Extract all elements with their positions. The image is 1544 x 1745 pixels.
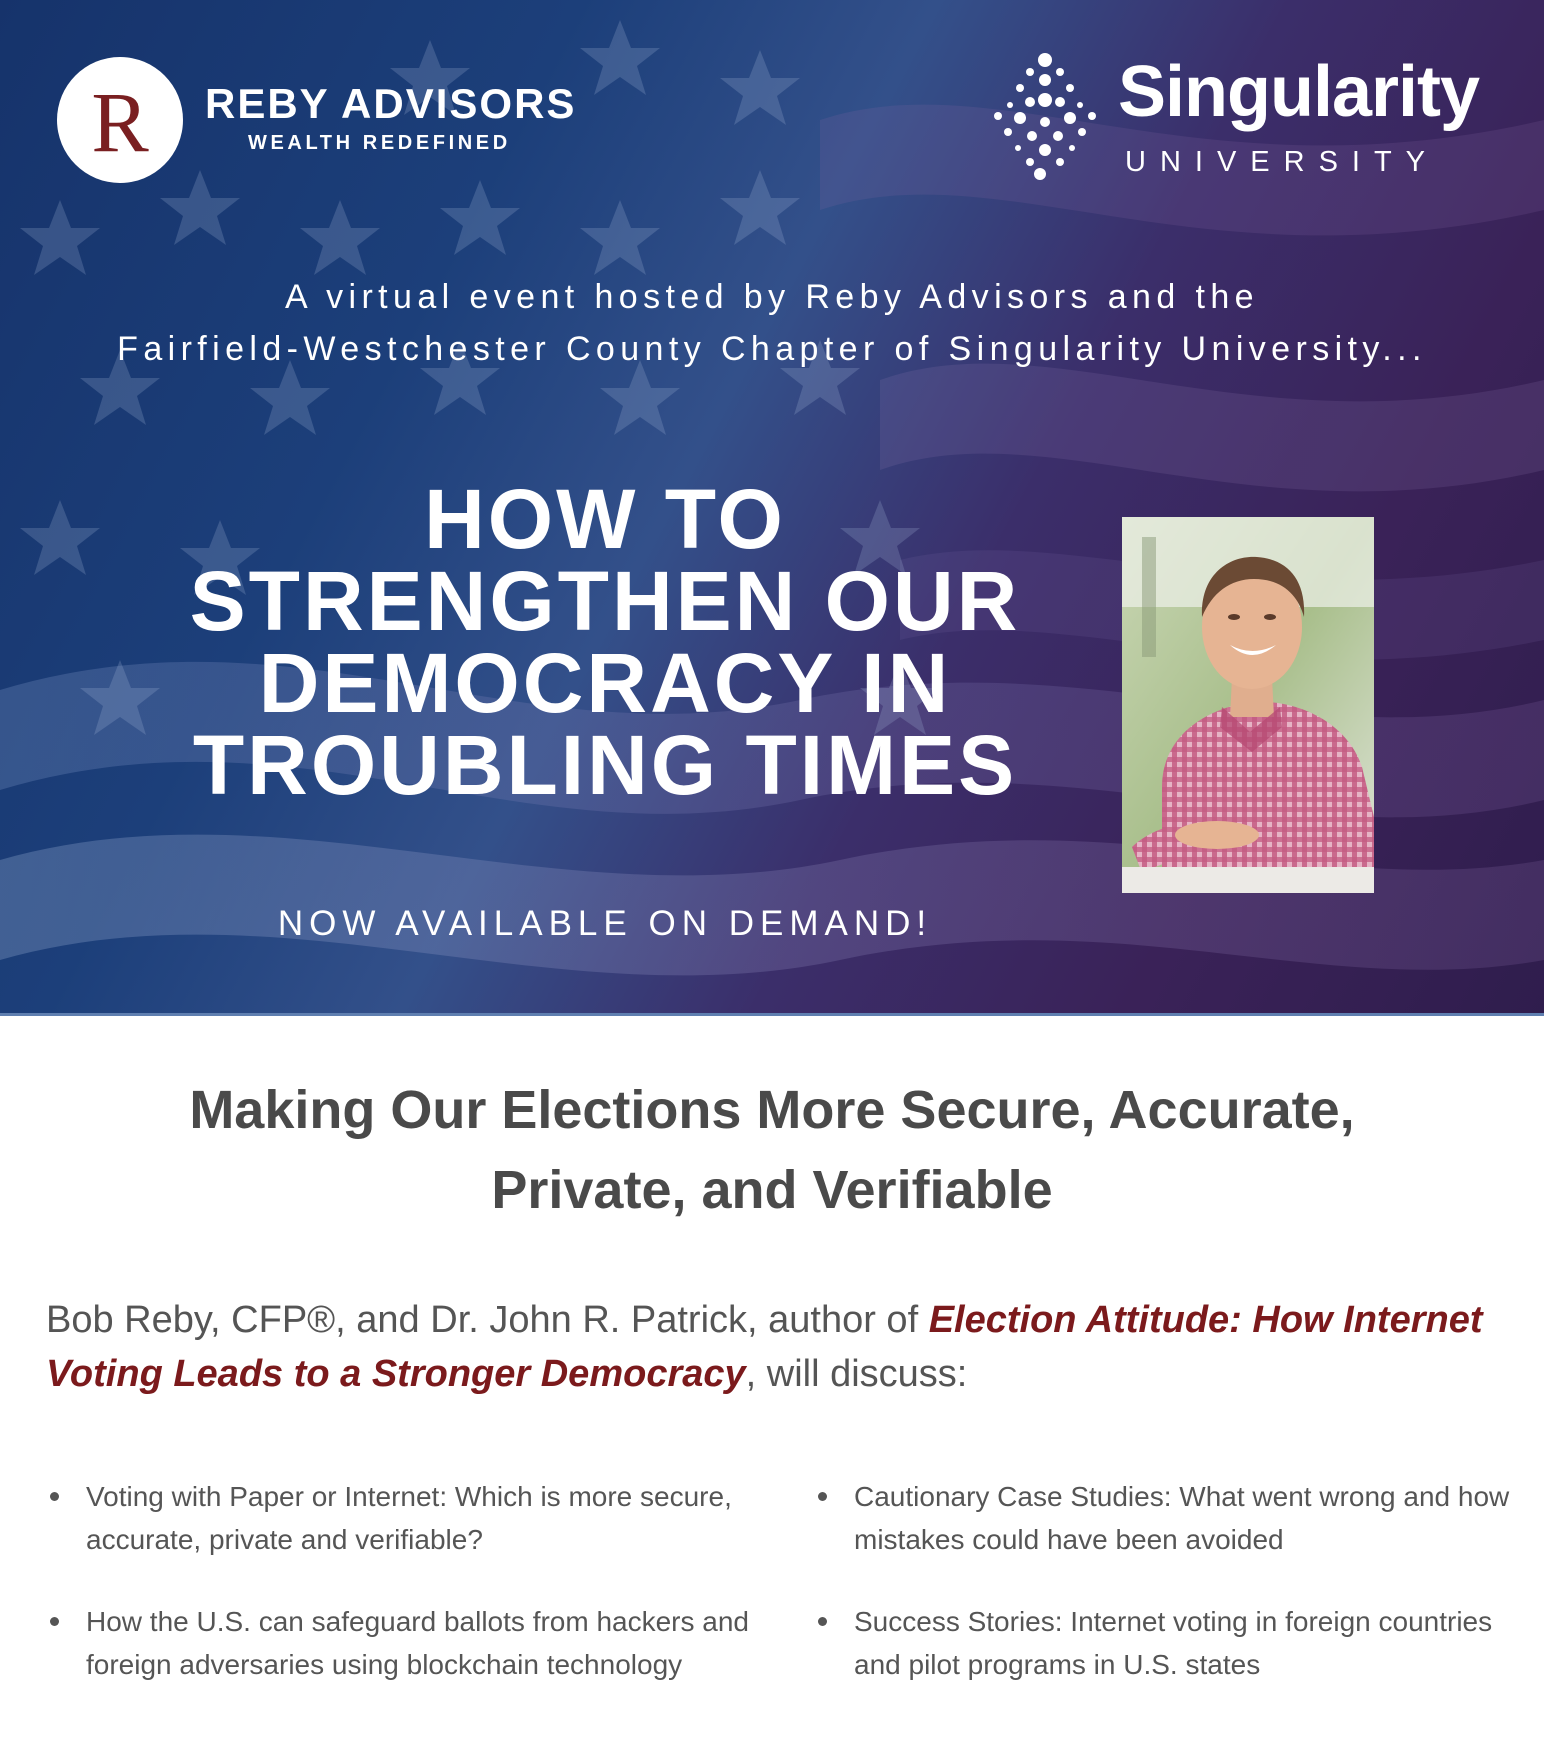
discussion-topics-left	[50, 1475, 820, 1725]
reby-r-logo-icon	[57, 57, 183, 183]
book-title: Election Attitude: How Internet Voting Leads to a Stronger Democracy	[46, 1299, 1483, 1395]
list-item-text: Success Stories: Internet voting in foreign countries and pilot programs in U.S. states	[854, 1606, 1493, 1680]
speaker-portrait-illustration	[1122, 517, 1374, 893]
list-item	[818, 1475, 1518, 1561]
headline-line: DEMOCRACY IN	[258, 636, 952, 730]
subheading-line: Private, and Verifiable	[491, 1160, 1053, 1220]
bullet-dot-icon	[818, 1617, 827, 1626]
speakers-intro-paragraph	[46, 1293, 1506, 1401]
bullet-dot-icon	[818, 1492, 827, 1501]
section-subheading	[0, 1070, 1544, 1230]
intro-text-after: , will discuss:	[745, 1353, 968, 1395]
subheading-line: Making Our Elections More Secure, Accurate,	[189, 1080, 1355, 1140]
event-headline	[140, 472, 1070, 812]
list-item-text: Cautionary Case Studies: What went wrong and how mistakes could have been avoided	[854, 1481, 1510, 1555]
list-item-text: Voting with Paper or Internet: Which is more secure, accurate, private and verifiable?	[86, 1481, 732, 1555]
hero-bottom-divider	[0, 1013, 1544, 1016]
reby-advisors-tagline: WEALTH REDEFINED	[248, 132, 511, 154]
reby-monogram: R	[91, 74, 149, 170]
list-item	[818, 1600, 1518, 1686]
singularity-name: Singularity	[1118, 52, 1480, 132]
singularity-university-label: UNIVERSITY	[1125, 146, 1440, 178]
bullet-dot-icon	[50, 1617, 59, 1626]
event-intro-line-2: Fairfield-Westchester County Chapter of Singularity University...	[117, 330, 1427, 368]
intro-text-before: Bob Reby, CFP®, and Dr. John R. Patrick, author of	[46, 1299, 929, 1341]
event-intro-line-1: A virtual event hosted by Reby Advisors and the	[285, 278, 1259, 316]
on-demand-label: NOW AVAILABLE ON DEMAND!	[277, 904, 933, 943]
reby-advisors-name: REBY ADVISORS	[205, 80, 577, 127]
speaker-portrait	[1122, 517, 1374, 893]
list-item	[50, 1600, 820, 1686]
bullet-dot-icon	[50, 1492, 59, 1501]
discussion-topics-right	[818, 1475, 1518, 1725]
headline-line: STRENGTHEN OUR	[189, 554, 1021, 648]
singularity-dots-icon	[990, 50, 1100, 180]
list-item-text: How the U.S. can safeguard ballots from hackers and foreign adversaries using blockchain technology	[86, 1606, 750, 1680]
headline-line: TROUBLING TIMES	[192, 718, 1018, 812]
list-item	[50, 1475, 820, 1561]
headline-line: HOW TO	[424, 472, 786, 566]
